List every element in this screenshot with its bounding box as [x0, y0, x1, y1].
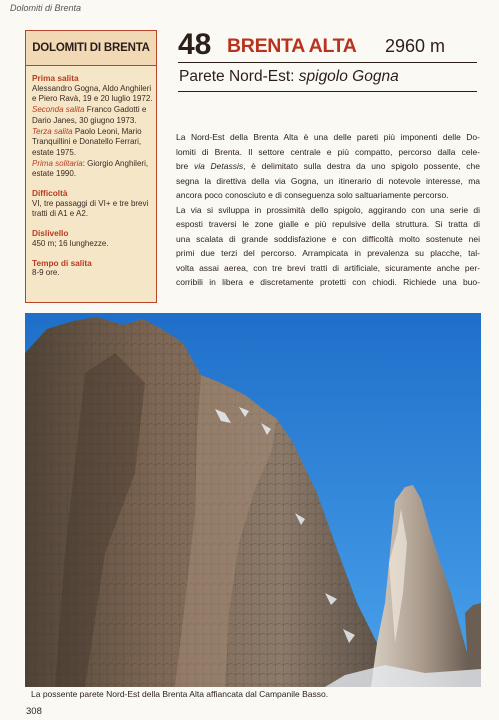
body-line-part: , è delimitato sulla destra da uno spigolo possente, che: [243, 161, 480, 171]
sidebar-title: DOLOMITI DI BRENTA: [26, 31, 156, 66]
body-line: esposti traversi le zone gialle e più repulsive della struttura. Si tratta di: [176, 219, 480, 229]
dislivello-label: Dislivello: [32, 228, 69, 239]
mountain-photo: [25, 313, 481, 687]
dislivello-text: 450 m; 16 lunghezze.: [32, 238, 109, 248]
tempo-label: Tempo di salita: [32, 257, 92, 268]
sidebar-body: Prima salita Alessandro Gogna, Aldo Anghileri e Piero Ravà, 19 e 20 luglio 1972. Seconda salita Franco Gadotti e Dario Janes, 30 giugno 1973. Terza salita Paolo Leoni, Mario Tranquillini e Donatello Ferrari, estate 1975. Prima solitaria: Giorgio Anghileri, estate 1990. Difficoltà VI, tre passaggi di VI+ e tre brevi tratti di A1 e A2. Dislivello 450 m; 16 lunghezze. Tempo di salita 8-9 ore.: [32, 73, 153, 278]
route-subtitle: [179, 67, 399, 87]
chapter-height: 2960 m: [385, 36, 446, 56]
info-sidebar: [25, 30, 157, 303]
body-line: primi due terzi del percorso. Arrampicata in prevalenza su placche, tal-: [176, 248, 480, 258]
seconda-salita-text: Franco Gadotti e Dario Janes, 30 giugno 1973.: [32, 105, 147, 125]
prima-solitaria-label: Prima solitaria: [32, 158, 83, 168]
prima-salita-text: Alessandro Gogna, Aldo Anghileri e Piero Ravà, 19 e 20 luglio 1972.: [32, 83, 153, 104]
title-rule-top: [178, 62, 477, 63]
body-line: una scalata di grande soddisfazione e con difficoltà molto sostenute nei: [176, 233, 480, 244]
prima-solitaria-text: Giorgio Anghileri, estate 1990.: [32, 158, 149, 179]
subtitle-main: Parete Nord-Est:: [179, 68, 299, 85]
difficolta-text: VI, tre passaggi di VI+ e tre brevi tratti di A1 e A2.: [32, 198, 149, 219]
body-line-italic: via Detassis: [193, 161, 244, 171]
body-line: corribili in libera e discretamente protetti con chiodi. Richiede una buo-: [176, 277, 480, 287]
body-line: lomiti di Brenta. Il settore centrale e più compatto, percorso dalla cele-: [176, 146, 480, 157]
chapter-number: 48: [178, 28, 212, 61]
subtitle-italic: spigolo Gogna: [298, 68, 399, 85]
body-text: [176, 130, 480, 290]
photo-caption: La possente parete Nord-Est della Brenta Alta affiancata dal Campanile Basso.: [31, 689, 329, 699]
seconda-salita-label: Seconda salita: [32, 105, 85, 115]
body-line: segna la direttiva della via Gogna, un itinerario di notevole interesse, ma: [176, 175, 480, 186]
terza-salita-label: Terza salita: [32, 126, 73, 136]
title-rule-bottom: [178, 91, 477, 92]
terza-salita-text: Paolo Leoni, Mario Tranquillini e Donatello Ferrari, estate 1975.: [32, 126, 142, 157]
body-line: ancora poco conosciuto e di conseguenza solo saltuariamente percorso.: [176, 190, 449, 200]
page-number: 308: [26, 706, 42, 717]
chapter-name: BRENTA ALTA: [227, 35, 357, 57]
prima-salita-label: Prima salita: [32, 73, 79, 83]
running-head: Dolomiti di Brenta: [10, 3, 82, 13]
body-line: volta assai aerea, con tre brevi tratti di artificiale, sicuramente anche per-: [176, 262, 480, 273]
body-line-part: bre: [176, 161, 194, 171]
tempo-text: 8-9 ore.: [32, 268, 60, 278]
difficolta-label: Difficoltà: [32, 188, 68, 199]
body-line: [176, 159, 480, 174]
body-line: La via si sviluppa in prossimità dello spigolo, aggirando con una serie di: [176, 204, 480, 215]
mountain-illustration: [25, 313, 481, 687]
body-line: La Nord-Est della Brenta Alta è una delle pareti più imponenti delle Do-: [176, 132, 480, 142]
